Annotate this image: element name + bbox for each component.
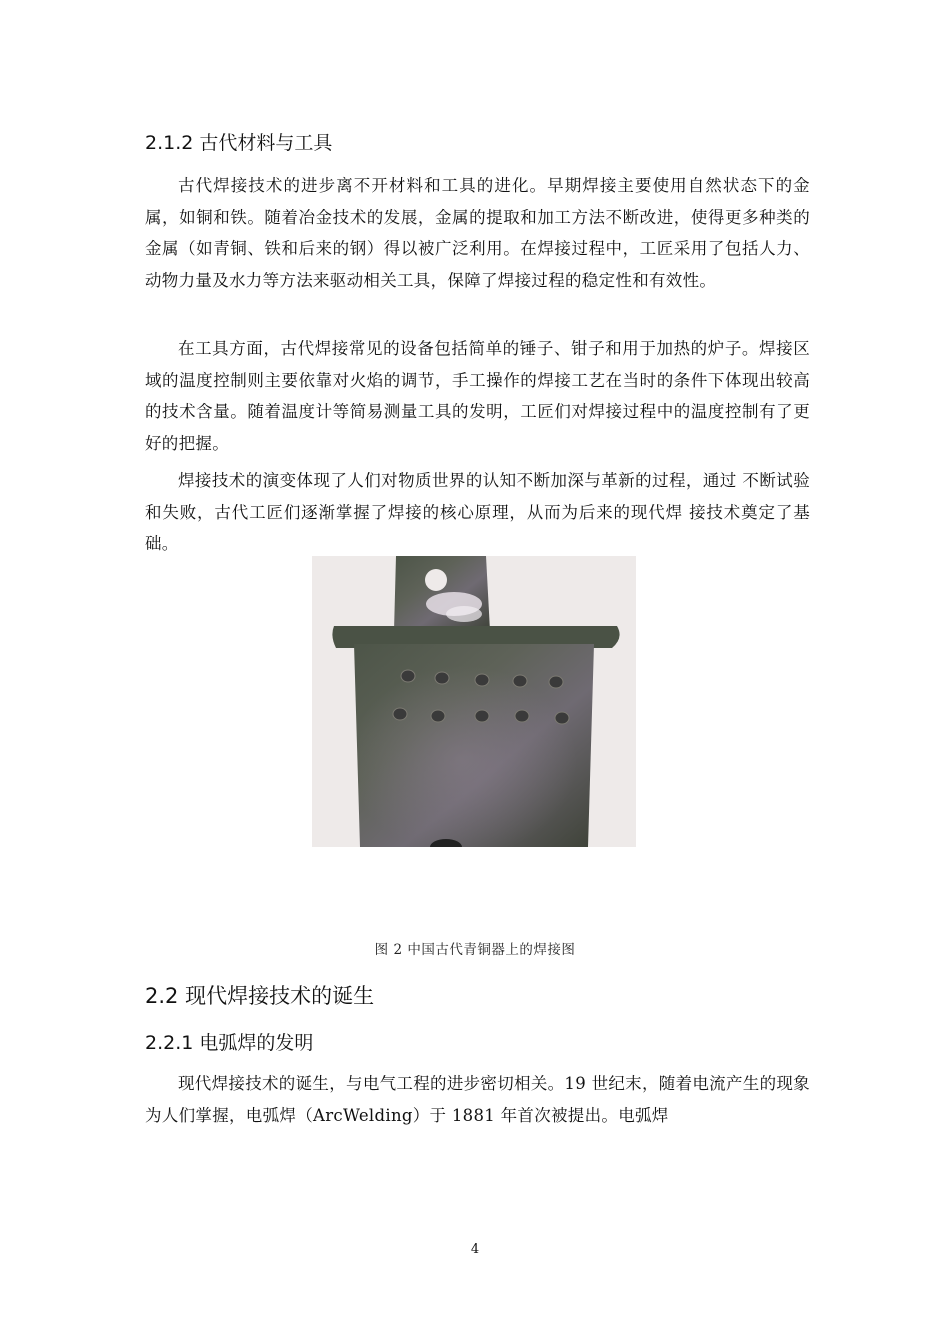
figure-caption: 图 2 中国古代青铜器上的焊接图 — [374, 942, 576, 958]
paragraph-tools: 在工具方面，古代焊接常见的设备包括简单的锤子、钳子和用于加热的炉子。焊接区域的温度控制则主要依靠对火焰的调节，手工操作的焊接工艺在当时的条件下体现出较高的技术含量。随着温度计等简易测量工具的发明，工匠们对焊接过程中的温度控制有了更好的把握。 — [145, 339, 810, 453]
page-number: 4 — [470, 1242, 480, 1257]
paragraph-materials: 古代焊接技术的进步离不开材料和工具的进化。早期焊接主要使用自然状态下的金属，如铜和铁。随着冶金技术的发展，金属的提取和加工方法不断改进，使得更多种类的金属（如青铜、铁和后来的钢）得以被广泛利用。在焊接过程中，工匠采用了包括人力、动物力量及水力等方法来驱动相关工具，保障了焊接过程的稳定性和有效性。 — [145, 176, 810, 290]
paragraph-evolution: 焊接技术的演变体现了人们对物质世界的认知不断加深与革新的过程，通过 不断试验和失败，古代工匠们逐渐掌握了焊接的核心原理，从而为后来的现代焊 接技术奠定了基础。 — [145, 471, 810, 553]
section-heading-2-2-1: 2.2.1 电弧焊的发明 — [145, 1032, 314, 1054]
bronze-artifact-image — [312, 556, 636, 847]
section-heading-2-1-2: 2.1.2 古代材料与工具 — [145, 132, 333, 154]
paragraph-arc-welding: 现代焊接技术的诞生，与电气工程的进步密切相关。19 世纪末，随着电流产生的现象为人们掌握，电弧焊（ArcWelding）于 1881 年首次被提出。电弧焊 — [145, 1074, 810, 1125]
section-heading-2-2: 2.2 现代焊接技术的诞生 — [145, 984, 375, 1008]
